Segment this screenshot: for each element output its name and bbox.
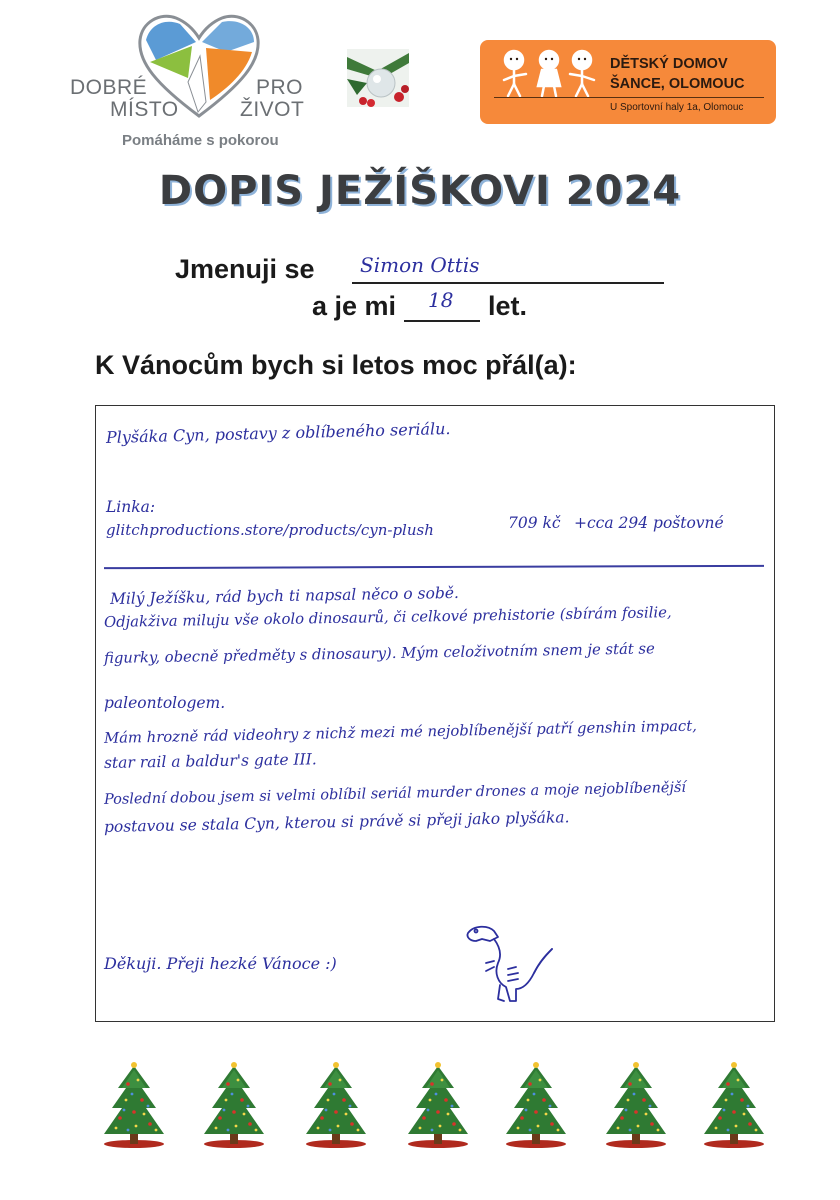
christmas-tree-icon bbox=[598, 1060, 674, 1150]
page-title: DOPIS JEŽÍŠKOVI 2024 bbox=[158, 168, 682, 214]
logo-word: ŽIVOT bbox=[240, 98, 305, 121]
name-field[interactable]: Simon Ottis bbox=[360, 253, 480, 277]
dinosaur-drawing-icon bbox=[464, 921, 554, 1006]
logo-word: DOBRÉ bbox=[70, 76, 148, 99]
wish-line: Plyšáka Cyn, postavy z oblíbeného seriálu. bbox=[105, 418, 451, 447]
christmas-tree-icon bbox=[696, 1060, 772, 1150]
body-line: Odjakživa miluju vše okolo dinosaurů, či celkové prehistorie (sbírám fosilie, bbox=[103, 604, 672, 631]
banner-divider bbox=[494, 97, 764, 98]
logo-word: PRO bbox=[256, 76, 304, 99]
org-logo bbox=[70, 12, 305, 152]
body-line: Mám hrozně rád videohry z nichž mezi mé nejoblíbenější patří genshin impact, bbox=[103, 717, 698, 747]
body-line: Milý Ježíšku, rád bych ti napsal něco o sobě. bbox=[109, 583, 460, 608]
name-label: Jmenuji se bbox=[175, 254, 315, 284]
price: 709 kč bbox=[508, 514, 561, 532]
christmas-tree-icon bbox=[196, 1060, 272, 1150]
christmas-tree-icon bbox=[498, 1060, 574, 1150]
banner-title-line1: DĚTSKÝ DOMOV bbox=[610, 56, 728, 72]
children-logo-icon bbox=[494, 48, 604, 98]
banner-address: U Sportovní haly 1a, Olomouc bbox=[610, 102, 744, 113]
christmas-tree-icon bbox=[96, 1060, 172, 1150]
body-line: figurky, obecně předměty s dinosaury). Mým celoživotním snem je stát se bbox=[103, 640, 655, 667]
age-underline bbox=[404, 320, 480, 322]
link-label: Linka: bbox=[106, 498, 156, 516]
orphanage-banner bbox=[480, 40, 776, 124]
name-underline bbox=[352, 282, 664, 284]
body-line: postavou se stala Cyn, kterou si právě si přeji jako plyšáka. bbox=[103, 808, 570, 836]
body-line: paleontologem. bbox=[104, 694, 226, 712]
age-suffix: let. bbox=[488, 291, 528, 321]
body-line: star rail a baldur's gate III. bbox=[103, 750, 317, 772]
christmas-tree-icon bbox=[400, 1060, 476, 1150]
logo-word: MÍSTO bbox=[110, 98, 179, 121]
closing-line: Děkuji. Přeji hezké Vánoce :) bbox=[104, 954, 337, 973]
link-url: glitchproductions.store/products/cyn-plush bbox=[106, 521, 434, 539]
christmas-ornament-photo-icon bbox=[347, 49, 409, 107]
banner-title-line2: ŠANCE, OLOMOUC bbox=[610, 76, 745, 92]
letter-separator bbox=[104, 565, 764, 569]
letter-box[interactable] bbox=[95, 405, 775, 1022]
shipping: +cca 294 poštovné bbox=[574, 514, 724, 532]
logo-tagline: Pomáháme s pokorou bbox=[122, 132, 279, 149]
body-line: Poslední dobou jsem si velmi oblíbil seriál murder drones a moje nejoblíbenější bbox=[103, 779, 687, 808]
christmas-tree-icon bbox=[298, 1060, 374, 1150]
age-label: a je mi bbox=[312, 291, 397, 321]
wish-heading: K Vánocům bych si letos moc přál(a): bbox=[95, 350, 577, 380]
age-field[interactable]: 18 bbox=[428, 288, 454, 312]
